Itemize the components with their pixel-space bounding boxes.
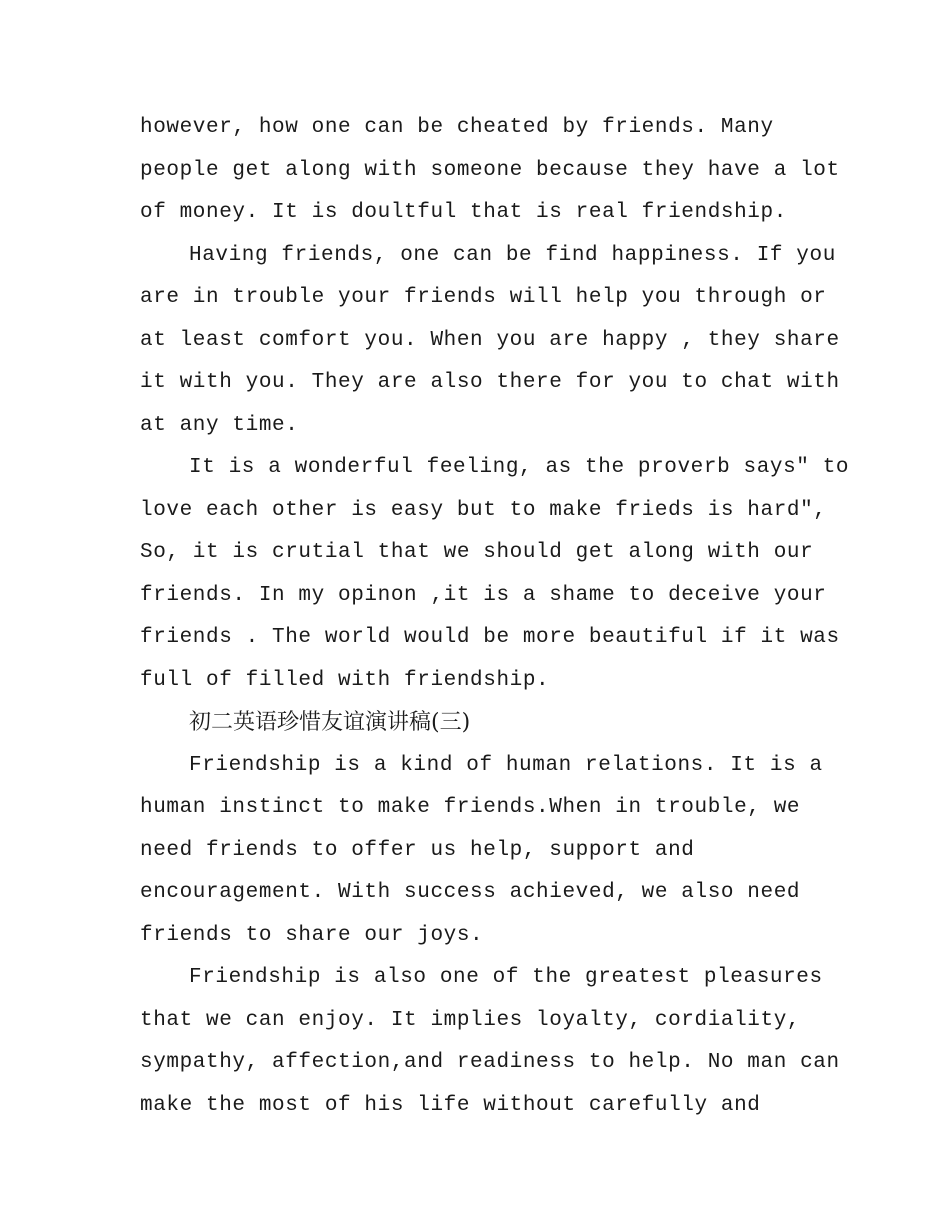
text-line: full of filled with friendship. <box>140 669 550 692</box>
text-line: are in trouble your friends will help you through or <box>140 286 827 309</box>
text-line: sympathy, affection,and readiness to help. No man can <box>140 1051 840 1074</box>
text-line: So, it is crutial that we should get along with our <box>140 541 814 564</box>
paragraph-first-line: Friendship is a kind of human relations. It is a <box>189 754 823 777</box>
text-line: people get along with someone because they have a lot <box>140 159 840 182</box>
text-line: at any time. <box>140 414 299 437</box>
paragraph-first-line: Friendship is also one of the greatest pleasures <box>189 966 823 989</box>
text-line: love each other is easy but to make frieds is hard″, <box>140 499 827 522</box>
paragraph-first-line: Having friends, one can be find happiness. If you <box>189 244 836 267</box>
section-heading: 初二英语珍惜友谊演讲稿(三) <box>189 710 471 735</box>
text-line: at least comfort you. When you are happy , they share <box>140 329 840 352</box>
text-line: encouragement. With success achieved, we also need <box>140 881 801 904</box>
text-line: make the most of his life without carefully and <box>140 1094 761 1117</box>
text-line: friends. In my opinon ,it is a shame to deceive your <box>140 584 827 607</box>
text-line: of money. It is doultful that is real friendship. <box>140 201 787 224</box>
text-line: need friends to offer us help, support and <box>140 839 695 862</box>
text-line: friends to share our joys. <box>140 924 484 947</box>
text-line: that we can enjoy. It implies loyalty, cordiality, <box>140 1009 801 1032</box>
paragraph-first-line: It is a wonderful feeling, as the proverb says″ to <box>189 456 850 479</box>
text-line: it with you. They are also there for you to chat with <box>140 371 840 394</box>
text-line: friends . The world would be more beautiful if it was <box>140 626 840 649</box>
text-line: human instinct to make friends.When in trouble, we <box>140 796 801 819</box>
text-line: however, how one can be cheated by friends. Many <box>140 116 774 139</box>
